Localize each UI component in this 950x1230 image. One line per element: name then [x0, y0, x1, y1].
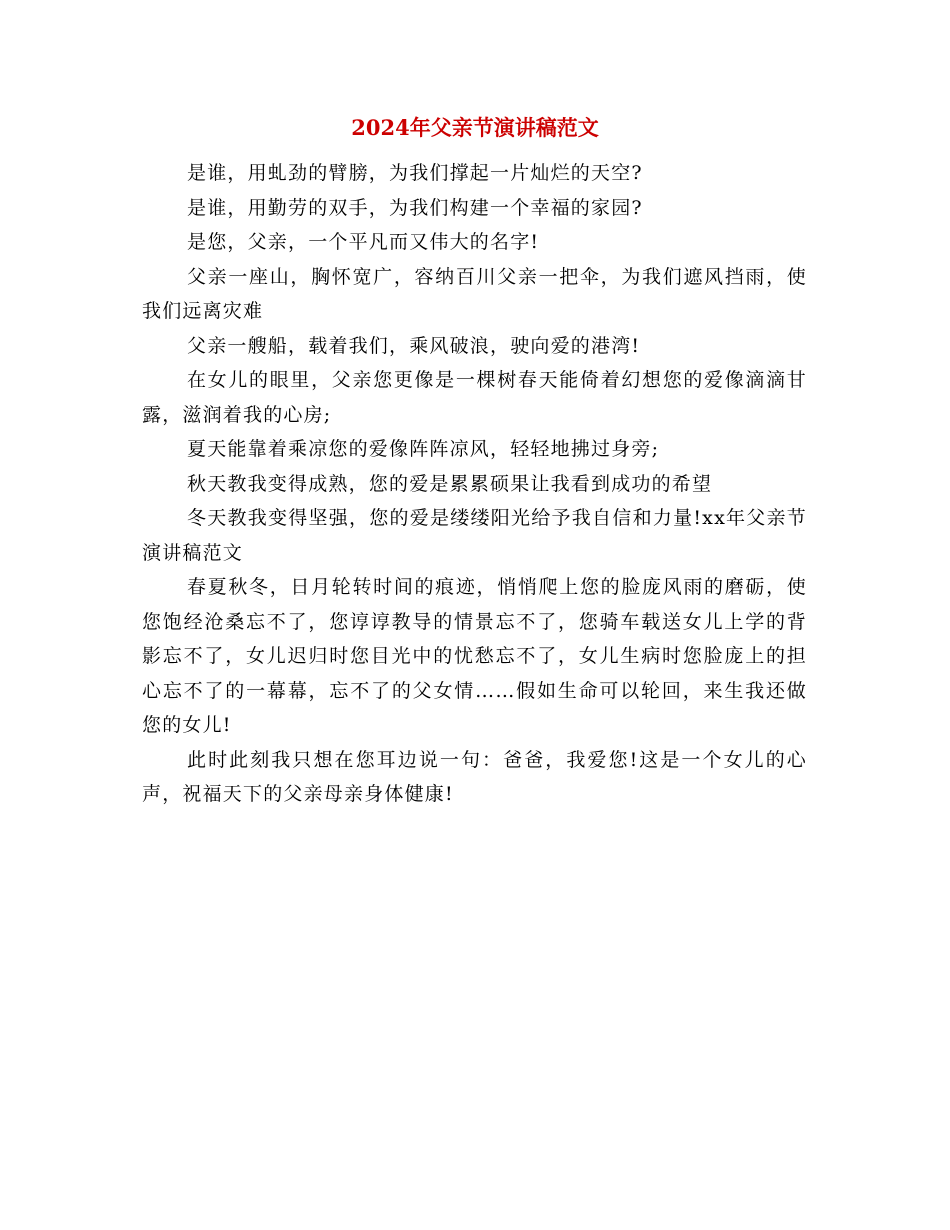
paragraph-2: 是谁，用勤劳的双手，为我们构建一个幸福的家园?	[187, 196, 643, 219]
paragraph-11: 此时此刻我只想在您耳边说一句：爸爸，我爱您!这是一个女儿的心声，祝福天下的父亲母亲身体健康!	[142, 748, 807, 805]
paragraph-8: 秋天教我变得成熟，您的爱是累累硕果让我看到成功的希望	[187, 472, 713, 495]
paragraph-5: 父亲一艘船，载着我们，乘风破浪，驶向爱的港湾!	[187, 334, 641, 357]
paragraph-4: 父亲一座山，胸怀宽广，容纳百川父亲一把伞，为我们遮风挡雨，使我们远离灾难	[142, 265, 807, 322]
paragraph-10: 春夏秋冬，日月轮转时间的痕迹，悄悄爬上您的脸庞风雨的磨砺，使您饱经沧桑忘不了，您谆谆教导的情景忘不了，您骑车载送女儿上学的背影忘不了，女儿迟归时您目光中的忧愁忘不了，女儿生病时您脸庞上的担心忘不了的一幕幕，忘不了的父女情……假如生命可以轮回，来生我还做您的女儿!	[142, 576, 807, 736]
paragraph-9: 冬天教我变得坚强，您的爱是缕缕阳光给予我自信和力量!xx年父亲节演讲稿范文	[142, 507, 807, 564]
document-body	[142, 156, 807, 812]
paragraph-3: 是您，父亲，一个平凡而又伟大的名字!	[187, 231, 540, 253]
paragraph-1: 是谁，用虬劲的臂膀，为我们撑起一片灿烂的天空?	[187, 162, 643, 184]
paragraph-7: 夏天能靠着乘凉您的爱像阵阵凉风，轻轻地拂过身旁;	[187, 438, 660, 460]
document-title: 2024年父亲节演讲稿范文	[351, 115, 599, 140]
paragraph-6: 在女儿的眼里，父亲您更像是一棵树春天能倚着幻想您的爱像滴滴甘露，滋润着我的心房;	[142, 369, 807, 426]
